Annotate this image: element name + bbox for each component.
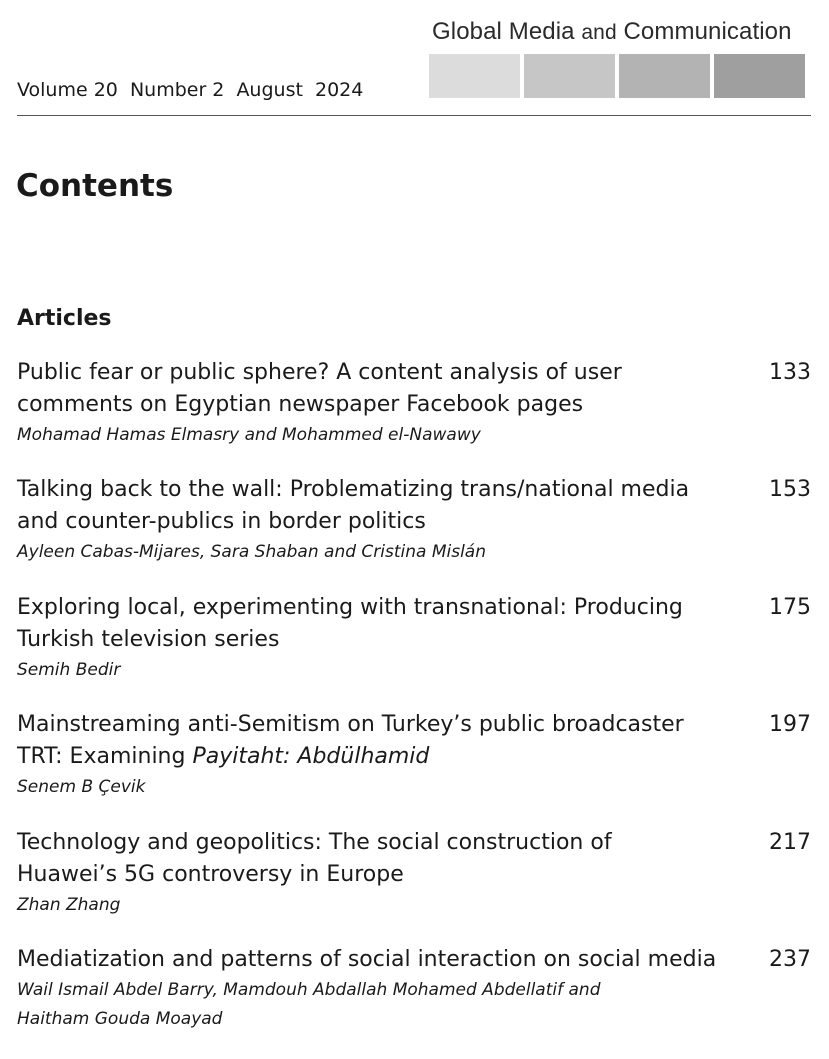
article-title-italic: Payitaht: Abdülhamid xyxy=(192,744,430,769)
color-block xyxy=(429,54,520,98)
article-title[interactable] xyxy=(17,709,717,773)
journal-title-and: and xyxy=(581,21,617,44)
article-entry[interactable] xyxy=(17,827,811,920)
article-entry[interactable] xyxy=(17,474,811,567)
article-page-number: 237 xyxy=(769,947,811,972)
issue-info xyxy=(17,79,369,101)
article-authors xyxy=(17,976,717,1034)
article-authors: Ayleen Cabas-Mijares, Sara Shaban and Cristina Mislán xyxy=(17,542,487,562)
page-title: Contents xyxy=(16,168,174,204)
article-title[interactable] xyxy=(17,474,717,538)
color-block xyxy=(714,54,805,98)
header-divider xyxy=(17,115,811,116)
article-title[interactable] xyxy=(17,592,717,656)
color-block xyxy=(619,54,710,98)
article-title[interactable] xyxy=(17,944,717,976)
article-title[interactable] xyxy=(17,357,717,421)
article-authors: Zhan Zhang xyxy=(17,895,121,915)
article-entry[interactable] xyxy=(17,592,811,685)
article-page-number: 133 xyxy=(769,360,811,385)
article-title[interactable] xyxy=(17,827,717,891)
article-title-line: Public fear or public sphere? A content analysis of user xyxy=(17,360,622,385)
article-page-number: 217 xyxy=(769,830,811,855)
article-title-line: Turkish television series xyxy=(17,627,280,652)
article-page-number: 197 xyxy=(769,712,811,737)
journal-title xyxy=(432,18,806,46)
article-authors: Mohamad Hamas Elmasry and Mohammed el-Nawawy xyxy=(17,425,481,445)
article-title-line: and counter-publics in border politics xyxy=(17,509,426,534)
article-title-line: Exploring local, experimenting with transnational: Producing xyxy=(17,595,683,620)
number: Number 2 xyxy=(129,79,225,101)
journal-title-part: Communication xyxy=(616,18,792,45)
article-entry[interactable] xyxy=(17,709,811,802)
article-authors-line: Wail Ismail Abdel Barry, Mamdouh Abdallah Mohamed Abdellatif and xyxy=(17,980,601,1000)
color-block xyxy=(524,54,615,98)
volume: Volume 20 xyxy=(17,79,118,101)
article-title-line xyxy=(17,741,717,773)
article-entry[interactable] xyxy=(17,357,811,450)
journal-title-part: Global Media xyxy=(432,18,582,45)
journal-color-blocks xyxy=(429,54,805,98)
section-heading: Articles xyxy=(17,306,112,331)
article-title-plain: TRT: Examining xyxy=(17,744,193,769)
article-page-number: 153 xyxy=(769,477,811,502)
article-authors: Senem B Çevik xyxy=(17,777,146,797)
article-entry[interactable] xyxy=(17,944,811,1034)
article-page-number: 175 xyxy=(769,595,811,620)
article-title-line: comments on Egyptian newspaper Facebook pages xyxy=(17,392,584,417)
article-title-line: Huawei’s 5G controversy in Europe xyxy=(17,862,404,887)
article-title-line: Talking back to the wall: Problematizing trans/national media xyxy=(17,477,690,502)
article-authors: Semih Bedir xyxy=(17,660,121,680)
article-title-line: Technology and geopolitics: The social construction of xyxy=(17,830,612,855)
article-title-line: Mediatization and patterns of social interaction on social media xyxy=(17,947,717,972)
article-title-line: Mainstreaming anti-Semitism on Turkey’s public broadcaster xyxy=(17,712,684,737)
article-authors-line: Haitham Gouda Moayad xyxy=(17,1009,223,1029)
issue-date: August 2024 xyxy=(236,79,364,101)
